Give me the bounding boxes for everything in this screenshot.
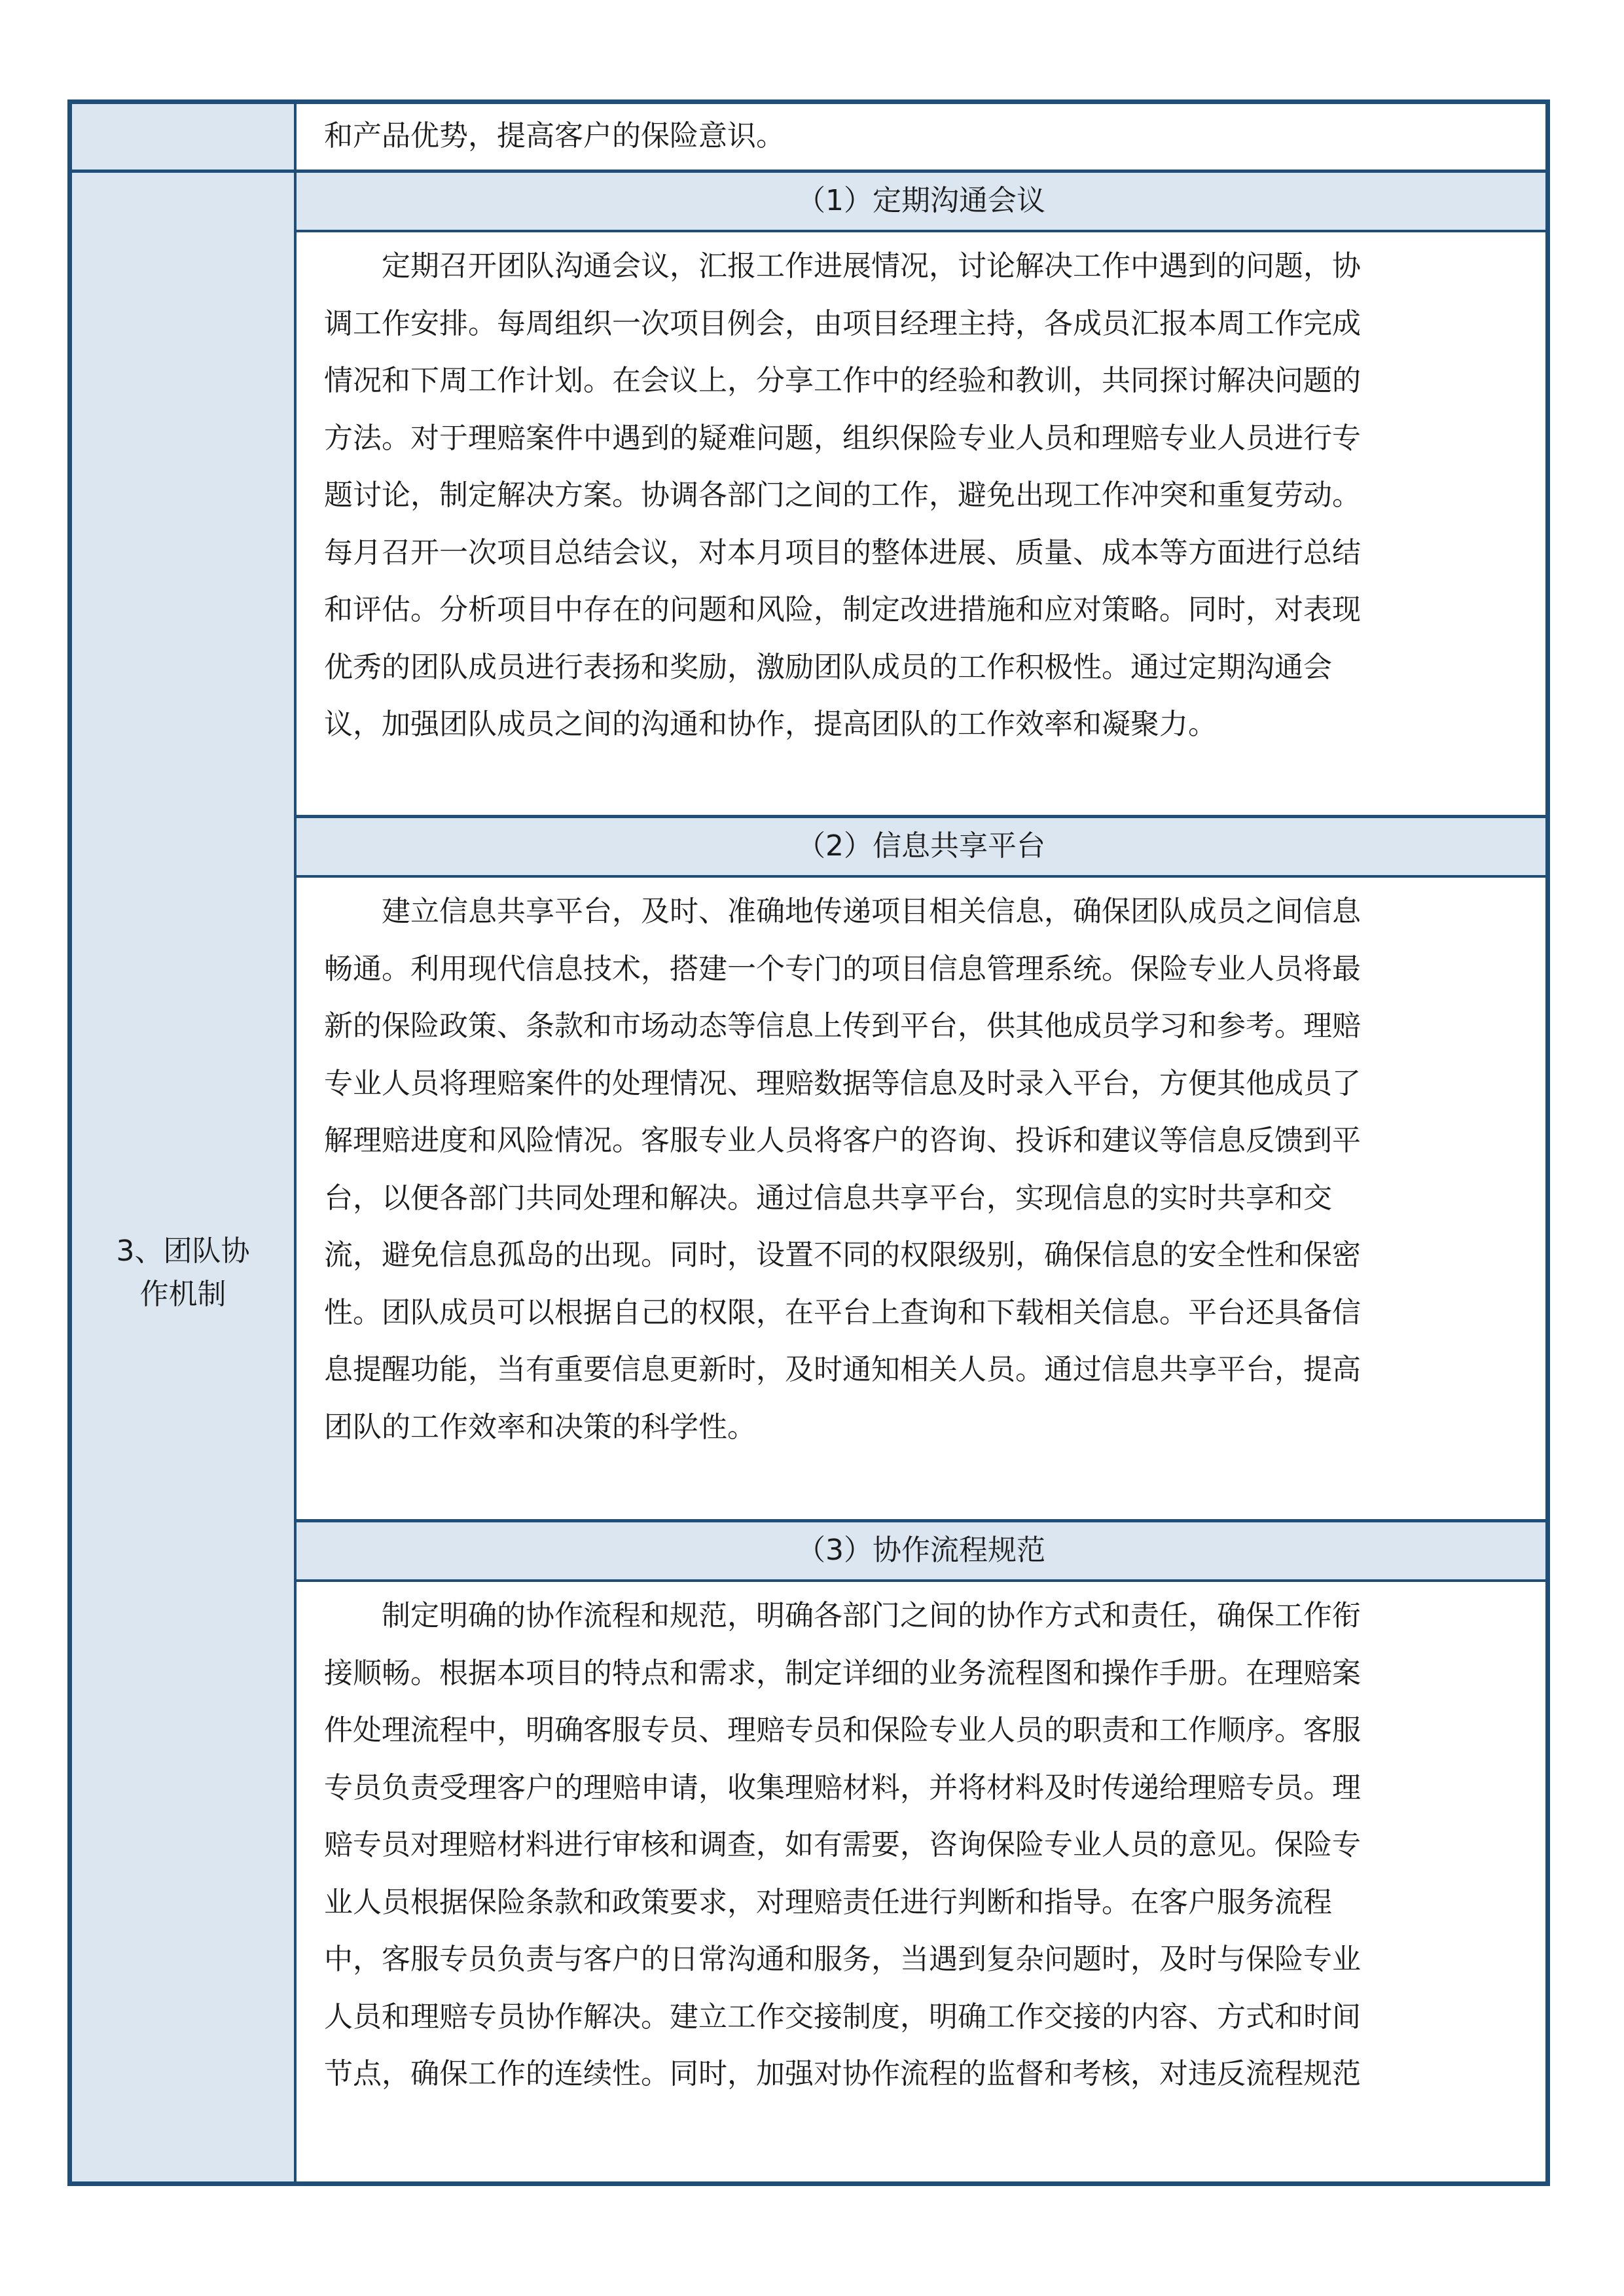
paragraph-line: 题讨论，制定解决方案。协调各部门之间的工作，避免出现工作冲突和重复劳动。 <box>324 478 1361 512</box>
paragraph-line: 议，加强团队成员之间的沟通和协作，提高团队的工作效率和凝聚力。 <box>324 708 1217 741</box>
paragraph-line: 专业人员将理赔案件的处理情况、理赔数据等信息及时录入平台，方便其他成员了 <box>324 1066 1361 1100</box>
paragraph-line: 节点，确保工作的连续性。同时，加强对协作流程的监督和考核，对违反流程规范 <box>324 2057 1361 2090</box>
paragraph-line: 建立信息共享平台，及时、准确地传递项目相关信息，确保团队成员之间信息 <box>382 895 1361 928</box>
paragraph-line: 畅通。利用现代信息技术，搭建一个专门的项目信息管理系统。保险专业人员将最 <box>324 952 1361 986</box>
paragraph-line: 人员和理赔专员协作解决。建立工作交接制度，明确工作交接的内容、方式和时间 <box>324 2000 1361 2034</box>
paragraph-line: 业人员根据保险条款和政策要求，对理赔责任进行判断和指导。在客户服务流程 <box>324 1885 1332 1919</box>
paragraph-line: 方法。对于理赔案件中遇到的疑难问题，组织保险专业人员和理赔专业人员进行专 <box>324 421 1361 455</box>
document-table <box>67 99 1550 2186</box>
paragraph-line: 新的保险政策、条款和市场动态等信息上传到平台，供其他成员学习和参考。理赔 <box>324 1009 1361 1043</box>
paragraph-line: 制定明确的协作流程和规范，明确各部门之间的协作方式和责任，确保工作衔 <box>382 1599 1361 1632</box>
paragraph-line: 息提醒功能，当有重要信息更新时，及时通知相关人员。通过信息共享平台，提高 <box>324 1353 1361 1386</box>
paragraph-line: 中，客服专员负责与客户的日常沟通和服务，当遇到复杂问题时，及时与保险专业 <box>324 1943 1361 1976</box>
paragraph-line: 优秀的团队成员进行表扬和奖励，激励团队成员的工作积极性。通过定期沟通会 <box>324 650 1332 684</box>
paragraph-line: 和评估。分析项目中存在的问题和风险，制定改进措施和应对策略。同时，对表现 <box>324 593 1361 626</box>
subsection-body-1 <box>297 238 1545 753</box>
right-column <box>297 104 1545 2181</box>
subsection-heading-1: （1）定期沟通会议 <box>297 170 1545 232</box>
subsection-body-3 <box>297 1587 1545 2103</box>
paragraph-line: 调工作安排。每周组织一次项目例会，由项目经理主持，各成员汇报本周工作完成 <box>324 306 1361 340</box>
paragraph-line: 每月召开一次项目总结会议，对本月项目的整体进展、质量、成本等方面进行总结 <box>324 535 1361 569</box>
paragraph-line: 台，以便各部门共同处理和解决。通过信息共享平台，实现信息的实时共享和交 <box>324 1181 1332 1215</box>
paragraph-line: 解理赔进度和风险情况。客服专业人员将客户的咨询、投诉和建议等信息反馈到平 <box>324 1124 1361 1157</box>
subsection-heading-2: （2）信息共享平台 <box>297 815 1545 878</box>
subsection-heading-3: （3）协作流程规范 <box>297 1519 1545 1582</box>
section-label <box>72 1230 294 1316</box>
paragraph-line: 流，避免信息孤岛的出现。同时，设置不同的权限级别，确保信息的安全性和保密 <box>324 1238 1361 1272</box>
paragraph-line: 定期召开团队沟通会议，汇报工作进展情况，讨论解决工作中遇到的问题，协 <box>382 249 1361 283</box>
left-column <box>72 104 297 2181</box>
row-divider <box>72 170 294 173</box>
paragraph-line: 专员负责受理客户的理赔申请，收集理赔材料，并将材料及时传递给理赔专员。理 <box>324 1770 1361 1804</box>
paragraph-line: 团队的工作效率和决策的科学性。 <box>324 1410 756 1444</box>
intro-line: 和产品优势，提高客户的保险意识。 <box>324 119 785 152</box>
paragraph-line: 赔专员对理赔材料进行审核和调查，如有需要，咨询保险专业人员的意见。保险专 <box>324 1828 1361 1861</box>
paragraph-line: 件处理流程中，明确客服专员、理赔专员和保险专业人员的职责和工作顺序。客服 <box>324 1713 1361 1747</box>
intro-paragraph <box>297 107 1545 170</box>
paragraph-line: 接顺畅。根据本项目的特点和需求，制定详细的业务流程图和操作手册。在理赔案 <box>324 1656 1361 1690</box>
section-label-line-1: 3、团队协 <box>116 1234 250 1268</box>
section-label-line-2: 作机制 <box>139 1278 226 1311</box>
subsection-body-2 <box>297 883 1545 1456</box>
paragraph-line: 性。团队成员可以根据自己的权限，在平台上查询和下载相关信息。平台还具备信 <box>324 1295 1361 1329</box>
paragraph-line: 情况和下周工作计划。在会议上，分享工作中的经验和教训，共同探讨解决问题的 <box>324 364 1361 397</box>
